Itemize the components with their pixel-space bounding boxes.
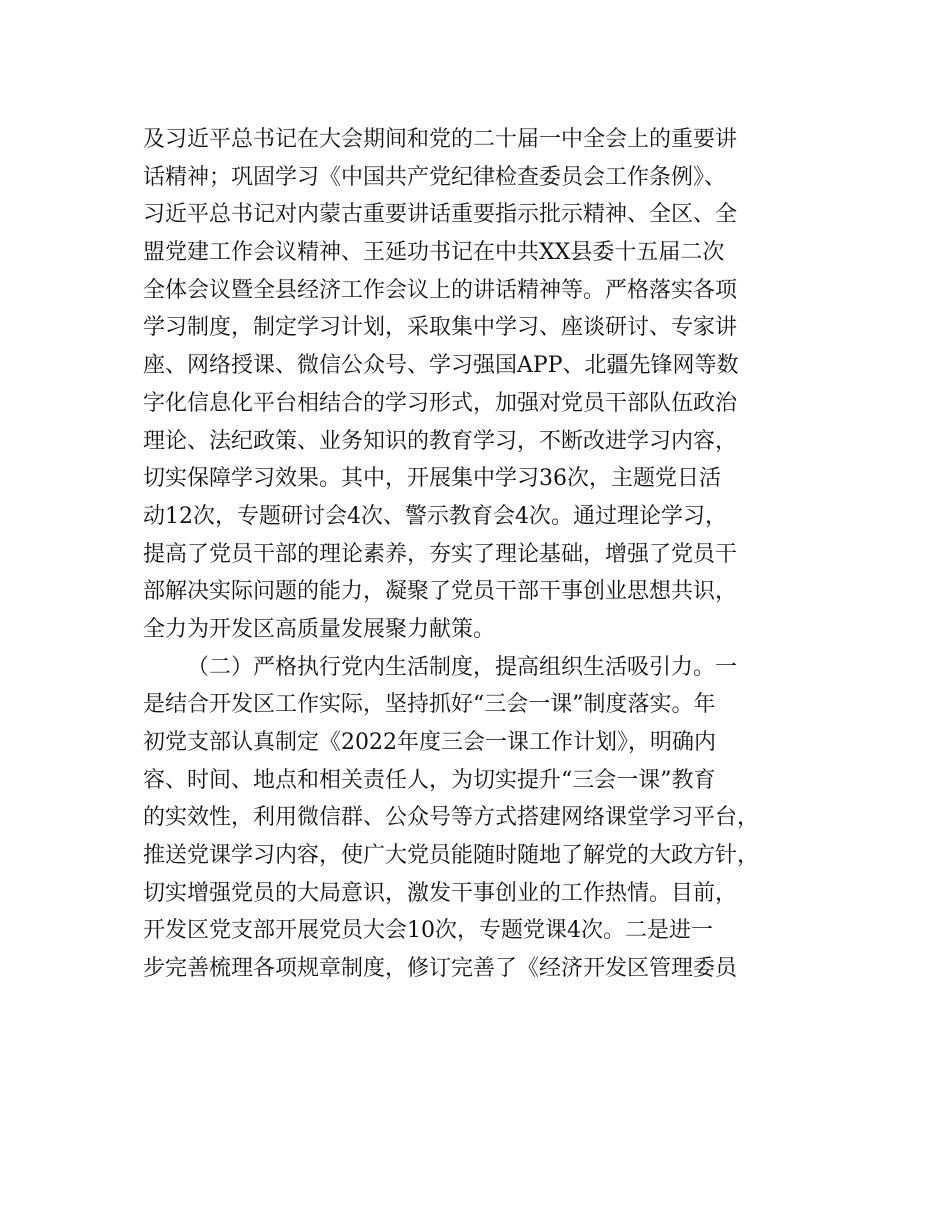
- text-line: 全体会议暨全县经济工作会议上的讲话精神等。严格落实各项: [143, 277, 738, 303]
- text-line: 步完善梳理各项规章制度，修订完善了《经济开发区管理委员: [143, 956, 738, 982]
- text-line: 是结合开发区工作实际，坚持抓好“三会一课”制度落实。年: [143, 692, 716, 718]
- text-line: 切实保障学习效果。其中，开展集中学习36次，主题党日活: [143, 466, 721, 492]
- text-line: 的实效性，利用微信群、公众号等方式搭建网络课堂学习平台，: [143, 805, 760, 831]
- text-line: 学习制度，制定学习计划，采取集中学习、座谈研讨、专家讲: [143, 315, 738, 341]
- text-line: 推送党课学习内容，使广大党员能随时随地了解党的大政方针，: [143, 843, 760, 869]
- body-text: [143, 121, 823, 988]
- text-line: 提高了党员干部的理论素养，夯实了理论基础，增强了党员干: [143, 541, 738, 567]
- text-line: 初党支部认真制定《2022年度三会一课工作计划》，明确内: [143, 730, 716, 755]
- text-line: 开发区党支部开展党员大会10次，专题党课4次。二是进一: [143, 918, 713, 944]
- text-line: 容、时间、地点和相关责任人，为切实提升“三会一课”教育: [143, 767, 716, 793]
- text-line: 及习近平总书记在大会期间和党的二十届一中全会上的重要讲: [143, 127, 738, 152]
- text-line: 全力为开发区高质量发展聚力献策。: [143, 616, 496, 642]
- text-line: 话精神；巩固学习《中国共产党纪律检查委员会工作条例》、: [143, 164, 727, 190]
- text-line: 习近平总书记对内蒙古重要讲话重要指示批示精神、全区、全: [143, 202, 738, 228]
- section-heading-line: （二）严格执行党内生活制度，提高组织生活吸引力。一: [187, 654, 738, 680]
- text-line: 座、网络授课、微信公众号、学习强国APP、北疆先锋网等数: [143, 353, 739, 379]
- text-line: 部解决实际问题的能力，凝聚了党员干部干事创业思想共识，: [143, 579, 738, 605]
- text-line: 动12次，专题研讨会4次、警示教育会4次。通过理论学习，: [143, 503, 727, 529]
- text-line: 理论、法纪政策、业务知识的教育学习，不断改进学习内容，: [143, 428, 738, 454]
- text-line: 切实增强党员的大局意识，激发干事创业的工作热情。目前，: [143, 880, 738, 906]
- text-line: 字化信息化平台相结合的学习形式，加强对党员干部队伍政治: [143, 390, 738, 416]
- text-line: 盟党建工作会议精神、王延功书记在中共XX县委十五届二次: [143, 240, 725, 266]
